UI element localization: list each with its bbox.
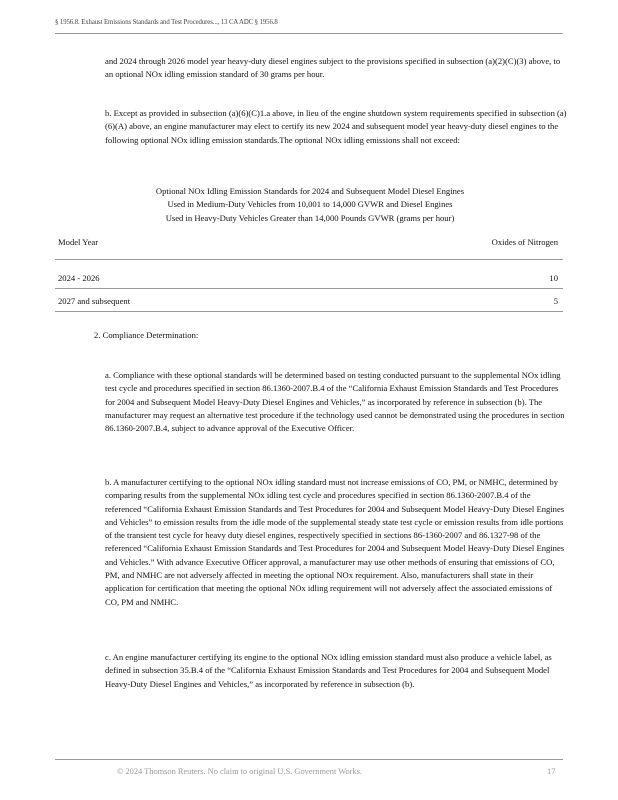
table-title: [60, 185, 560, 225]
cell-model-year: 2024 - 2026: [58, 273, 100, 283]
table-title-line: Used in Heavy-Duty Vehicles Greater than 14,000 Pounds GVWR (grams per hour): [165, 212, 455, 223]
cell-model-year: 2027 and subsequent: [58, 296, 131, 306]
paragraph-b: b. Except as provided in subsection (a)(6)(C)1.a above, in lieu of the engine shutdown system requirements specified in subsection (a)(6)(A) above, an engine manufacturer may elect to certify its new 2024 and subsequent model year heavy-duty diesel engines to the following optional NOx idling emission standards.The optional NOx idling emissions shall not exceed:: [105, 108, 567, 145]
footer-rule: [55, 759, 563, 760]
column-header-nox: Oxides of Nitrogen: [491, 237, 558, 247]
footer-copyright: © 2024 Thomson Reuters. No claim to original U.S. Government Works.: [117, 767, 362, 776]
table-title-line: Optional NOx Idling Emission Standards for 2024 and Subsequent Model Diesel Engines: [155, 186, 465, 196]
table-rule: [55, 259, 563, 260]
paragraph-continued: and 2024 through 2026 model year heavy-duty diesel engines subject to the provisions specified in subsection (a)(2)(C)(3) above, to an optional NOx idling emission standard of 30 grams per hour.: [105, 56, 561, 80]
table-title-line: Used in Medium-Duty Vehicles from 10,001 to 14,000 GVWR and Diesel Engines: [167, 199, 453, 210]
section-heading: 2. Compliance Determination:: [94, 330, 199, 340]
table-rule: [55, 311, 563, 312]
paragraph-2c: c. An engine manufacturer certifying its engine to the optional NOx idling emission standard must also produce a vehicle label, as defined in subsection 35.B.4 of the “California Exhaust Emission Standards and Test Procedures for 2004 and Subsequent Model Heavy-Duty Diesel Engines and Vehicles,” as incorporated by reference in subsection (b).: [105, 652, 552, 689]
cell-nox: 10: [549, 273, 558, 283]
running-header: § 1956.8. Exhaust Emissions Standards and Test Procedures..., 13 CA ADC § 1956.8: [55, 19, 278, 26]
header-rule: [55, 33, 563, 34]
table-rule: [55, 288, 563, 289]
paragraph-2b: b. A manufacturer certifying to the optional NOx idling standard must not increase emissions of CO, PM, or NMHC, determined by comparing results from the supplemental NOx idling test cycle and procedures specified in section 86.1360-2007.B.4 of the referenced “California Exhaust Emission Standards and Test Procedures for 2004 and Subsequent Model Heavy-Duty Diesel Engines and Vehicles” to emission results from the idle mode of the supplemental steady state test cycle or emission results from idle portions of the transient test cycle for heavy duty diesel engines, respectively specified in sections 86-1360-2007 and 86.1327-98 of the referenced “California Exhaust Emission Standards and Test Procedures for 2004 and Subsequent Model Heavy-Duty Diesel Engines and Vehicles.” With advance Executive Officer approval, a manufacturer may use other methods of ensuring that emissions of CO, PM, and NMHC are not adversely affected in meeting the optional NOx requirement. Also, manufacturers shall state in their application for certification that meeting the optional NOx idling requirement will not adversely affect the associated emissions of CO, PM and NMHC.: [105, 477, 565, 607]
column-header-model-year: Model Year: [58, 237, 99, 247]
cell-nox: 5: [553, 296, 558, 306]
page-number: 17: [547, 767, 556, 776]
paragraph-2a: a. Compliance with these optional standards will be determined based on testing conducted pursuant to the supplemental NOx idling test cycle and procedures specified in section 86.1360-2007.B.4 of the “California Exhaust Emission Standards and Test Procedures for 2004 and Subsequent Model Heavy-Duty Diesel Engines and Vehicles,” as incorporated by reference in subsection (b). The manufacturer may request an alternative test procedure if the technology used cannot be demonstrated using the procedures in section 86.1360-2007.B.4, subject to advance approval of the Executive Officer.: [105, 370, 565, 434]
